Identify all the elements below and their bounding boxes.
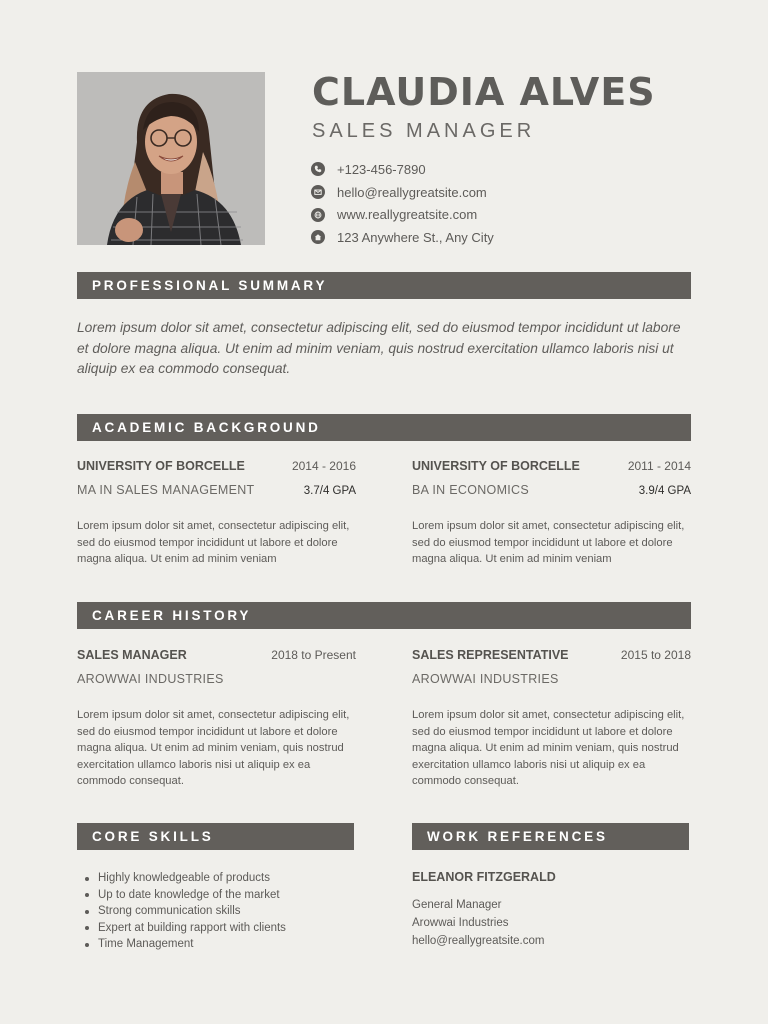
gpa: 3.7/4 GPA [303, 485, 356, 497]
job-role: SALES REPRESENTATIVE [412, 648, 569, 662]
job-title: SALES MANAGER [312, 120, 536, 142]
education-entry [77, 459, 356, 568]
education-description: Lorem ipsum dolor sit amet, consectetur adipiscing elit, sed do eiusmod tempor incididunt ut labore et dolore magna aliqua. Ut enim ad minim veniam [77, 520, 350, 566]
reference-name: ELEANOR FITZGERALD [412, 870, 556, 884]
degree: MA IN SALES MANAGEMENT [77, 483, 255, 497]
contact-email[interactable] [311, 181, 494, 204]
education-years: 2011 - 2014 [627, 459, 691, 473]
job-years: 2015 to 2018 [620, 648, 691, 662]
section-heading-career: CAREER HISTORY [77, 602, 691, 629]
job-entry [77, 648, 356, 790]
education-years: 2014 - 2016 [291, 459, 356, 473]
reference-entry [412, 870, 556, 950]
school-name: UNIVERSITY OF BORCELLE [77, 459, 245, 473]
school-name: UNIVERSITY OF BORCELLE [412, 459, 580, 473]
contact-address-text: 123 Anywhere St., Any City [337, 229, 494, 245]
reference-email[interactable]: hello@reallygreatsite.com [412, 935, 545, 947]
job-role: SALES MANAGER [77, 648, 187, 662]
degree: BA IN ECONOMICS [412, 483, 530, 497]
list-item: Expert at building rapport with clients [85, 920, 286, 937]
section-heading-skills: CORE SKILLS [77, 823, 354, 850]
company-name: AROWWAI INDUSTRIES [77, 672, 224, 686]
contact-website[interactable] [311, 203, 494, 226]
job-entry [412, 648, 691, 790]
education-description: Lorem ipsum dolor sit amet, consectetur adipiscing elit, sed do eiusmod tempor incididunt ut labore et dolore magna aliqua. Ut enim ad minim veniam [412, 520, 685, 566]
gpa: 3.9/4 GPA [638, 485, 691, 497]
candidate-name: CLAUDIA ALVES [312, 70, 656, 114]
contact-address [311, 226, 494, 249]
job-description: Lorem ipsum dolor sit amet, consectetur adipiscing elit, sed do eiusmod tempor incididunt ut labore et dolore magna aliqua. Ut enim ad minim veniam, quis nostrud exercitation ullamco laboris nisi ut aliquip ex ea commodo consequat. [412, 709, 685, 788]
contact-email-text: hello@reallygreatsite.com [337, 184, 487, 200]
skills-list [85, 870, 286, 953]
job-years: 2018 to Present [271, 648, 356, 662]
list-item: Strong communication skills [85, 903, 286, 920]
contact-phone-text: +123-456-7890 [337, 161, 426, 177]
company-name: AROWWAI INDUSTRIES [412, 672, 559, 686]
contact-website-text: www.reallygreatsite.com [337, 207, 478, 223]
summary-paragraph: Lorem ipsum dolor sit amet, consectetur adipiscing elit, sed do eiusmod tempor incididunt ut labore et dolore magna aliqua. Ut enim ad minim veniam, quis nostrud exercitation ullamco laboris nisi ut aliquip ex ea commodo consequat. [77, 320, 681, 376]
list-item: Highly knowledgeable of products [85, 870, 286, 887]
email-icon [311, 185, 325, 199]
education-entry [412, 459, 691, 568]
reference-company: Arowwai Industries [412, 917, 509, 929]
phone-icon [311, 162, 325, 176]
job-description: Lorem ipsum dolor sit amet, consectetur adipiscing elit, sed do eiusmod tempor incididunt ut labore et dolore magna aliqua. Ut enim ad minim veniam, quis nostrud exercitation ullamco laboris nisi ut aliquip ex ea commodo consequat. [77, 709, 350, 788]
profile-photo [77, 72, 265, 245]
section-heading-summary: PROFESSIONAL SUMMARY [77, 272, 691, 299]
globe-icon [311, 208, 325, 222]
section-heading-references: WORK REFERENCES [412, 823, 689, 850]
list-item: Time Management [85, 936, 286, 953]
list-item: Up to date knowledge of the market [85, 887, 286, 904]
contact-phone[interactable] [311, 158, 494, 181]
contact-list [311, 158, 494, 249]
section-heading-academic: ACADEMIC BACKGROUND [77, 414, 691, 441]
home-icon [311, 230, 325, 244]
reference-position: General Manager [412, 899, 502, 911]
